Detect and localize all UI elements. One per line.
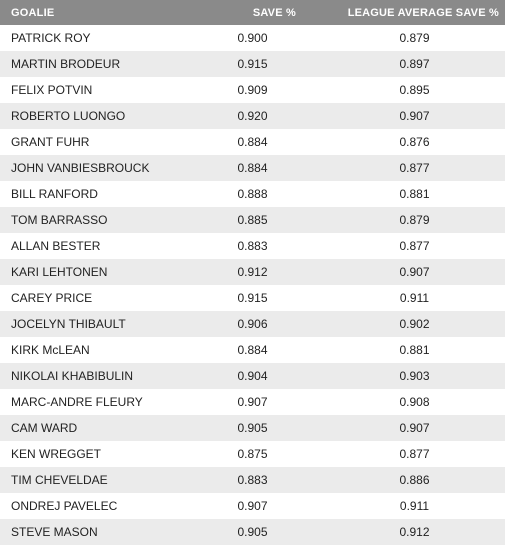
goalie-name-cell: PATRICK ROY [0,25,181,51]
table-row [0,155,505,181]
save-pct-cell: 0.884 [181,129,324,155]
save-pct-cell: 0.885 [181,207,324,233]
save-pct-cell: 0.900 [181,25,324,51]
save-pct-cell: 0.907 [181,389,324,415]
goalie-name-cell: CAM WARD [0,415,181,441]
table-row [0,519,505,545]
league-avg-save-pct-cell: 0.881 [324,337,505,363]
league-avg-save-pct-cell: 0.907 [324,259,505,285]
goalie-name-cell: JOHN VANBIESBROUCK [0,155,181,181]
table-row [0,389,505,415]
league-avg-save-pct-cell: 0.895 [324,77,505,103]
table-row [0,337,505,363]
league-avg-save-pct-cell: 0.876 [324,129,505,155]
save-pct-cell: 0.915 [181,51,324,77]
goalie-name-cell: TOM BARRASSO [0,207,181,233]
goalie-name-cell: MARC-ANDRE FLEURY [0,389,181,415]
save-pct-cell: 0.884 [181,337,324,363]
header-league-avg-save-pct: LEAGUE AVERAGE SAVE % [324,0,505,25]
header-goalie: GOALIE [0,0,181,25]
league-avg-save-pct-cell: 0.877 [324,441,505,467]
table-header [0,0,505,25]
table-row [0,493,505,519]
table-row [0,233,505,259]
save-pct-cell: 0.904 [181,363,324,389]
table-row [0,207,505,233]
table-row [0,415,505,441]
goalie-name-cell: KARI LEHTONEN [0,259,181,285]
goalie-name-cell: CAREY PRICE [0,285,181,311]
table-row [0,311,505,337]
league-avg-save-pct-cell: 0.911 [324,493,505,519]
goalie-name-cell: FELIX POTVIN [0,77,181,103]
league-avg-save-pct-cell: 0.886 [324,467,505,493]
table-row [0,285,505,311]
save-pct-cell: 0.907 [181,493,324,519]
save-pct-cell: 0.906 [181,311,324,337]
table-body [0,25,505,545]
league-avg-save-pct-cell: 0.879 [324,25,505,51]
save-pct-cell: 0.905 [181,415,324,441]
goalie-name-cell: KEN WREGGET [0,441,181,467]
save-pct-cell: 0.920 [181,103,324,129]
league-avg-save-pct-cell: 0.902 [324,311,505,337]
table-row [0,467,505,493]
league-avg-save-pct-cell: 0.881 [324,181,505,207]
league-avg-save-pct-cell: 0.908 [324,389,505,415]
table-row [0,77,505,103]
league-avg-save-pct-cell: 0.879 [324,207,505,233]
goalie-name-cell: ALLAN BESTER [0,233,181,259]
save-pct-cell: 0.905 [181,519,324,545]
save-pct-cell: 0.884 [181,155,324,181]
league-avg-save-pct-cell: 0.912 [324,519,505,545]
league-avg-save-pct-cell: 0.907 [324,415,505,441]
table-row [0,103,505,129]
goalie-name-cell: KIRK McLEAN [0,337,181,363]
save-pct-cell: 0.883 [181,233,324,259]
league-avg-save-pct-cell: 0.897 [324,51,505,77]
league-avg-save-pct-cell: 0.903 [324,363,505,389]
save-pct-cell: 0.909 [181,77,324,103]
goalie-name-cell: MARTIN BRODEUR [0,51,181,77]
league-avg-save-pct-cell: 0.907 [324,103,505,129]
save-pct-cell: 0.915 [181,285,324,311]
save-pct-cell: 0.875 [181,441,324,467]
goalie-name-cell: NIKOLAI KHABIBULIN [0,363,181,389]
goalie-name-cell: JOCELYN THIBAULT [0,311,181,337]
league-avg-save-pct-cell: 0.911 [324,285,505,311]
table-row [0,181,505,207]
table-row [0,25,505,51]
table-row [0,51,505,77]
save-pct-cell: 0.912 [181,259,324,285]
header-save-pct: SAVE % [181,0,324,25]
save-pct-cell: 0.883 [181,467,324,493]
league-avg-save-pct-cell: 0.877 [324,233,505,259]
goalie-name-cell: STEVE MASON [0,519,181,545]
table-row [0,259,505,285]
goalie-name-cell: BILL RANFORD [0,181,181,207]
goalie-name-cell: ONDREJ PAVELEC [0,493,181,519]
header-row [0,0,505,25]
save-pct-cell: 0.888 [181,181,324,207]
table-row [0,363,505,389]
goalie-name-cell: TIM CHEVELDAE [0,467,181,493]
goalie-name-cell: ROBERTO LUONGO [0,103,181,129]
goalie-name-cell: GRANT FUHR [0,129,181,155]
table-row [0,129,505,155]
table-row [0,441,505,467]
league-avg-save-pct-cell: 0.877 [324,155,505,181]
